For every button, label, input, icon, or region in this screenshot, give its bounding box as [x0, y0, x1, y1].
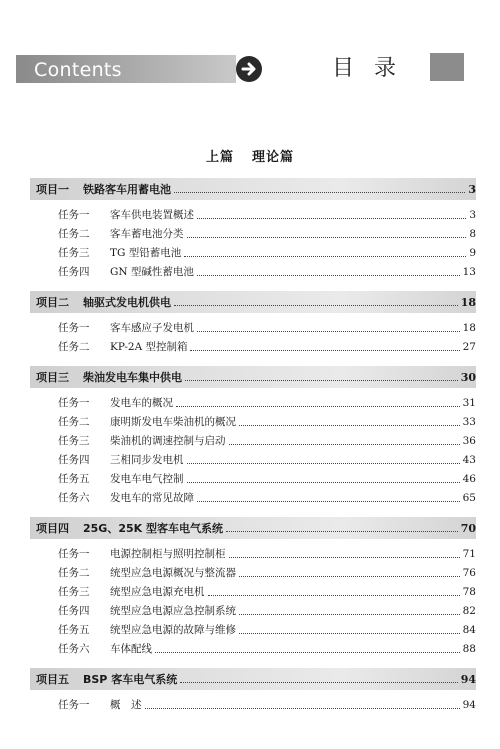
page-title: 目录	[332, 56, 417, 81]
dot-leader	[180, 681, 457, 683]
task-title: 电源控制柜与照明控制柜	[110, 548, 226, 560]
task-number: 任务四	[58, 454, 90, 466]
task-number: 任务二	[58, 341, 90, 353]
dot-leader	[190, 349, 459, 351]
task-number: 任务一	[58, 699, 90, 711]
page-number: 94	[460, 672, 476, 686]
project-title: 轴驱式发电机供电	[83, 296, 171, 309]
dot-leader	[187, 462, 460, 464]
task-list	[30, 539, 476, 662]
part-title: 理论篇	[252, 150, 295, 165]
project-number: 项目五	[36, 673, 69, 686]
task-title: 康明斯发电车柴油机的概况	[110, 416, 236, 428]
task-title: 发电车的概况	[110, 397, 173, 409]
task-title: 柴油机的调速控制与启动	[110, 435, 226, 447]
project-number: 项目三	[36, 371, 69, 384]
decorative-block	[430, 53, 464, 81]
toc-task-row[interactable]	[30, 620, 476, 639]
project-title: 25G、25K 型客车电气系统	[83, 522, 223, 535]
task-title: 统型应急电源概况与整流器	[110, 567, 236, 579]
dot-leader	[187, 236, 467, 238]
page-number: 78	[462, 585, 476, 598]
toc-task-row[interactable]	[30, 488, 476, 507]
toc-task-row[interactable]	[30, 639, 476, 658]
task-number: 任务五	[58, 473, 90, 485]
part-heading	[0, 146, 500, 165]
dot-leader	[229, 556, 460, 558]
task-number: 任务六	[58, 643, 90, 655]
dot-leader	[197, 274, 460, 276]
contents-label: Contents	[34, 59, 122, 81]
toc-task-row[interactable]	[30, 431, 476, 450]
toc-task-row[interactable]	[30, 262, 476, 281]
task-number: 任务五	[58, 624, 90, 636]
page-number: 70	[460, 521, 476, 535]
page-number: 27	[462, 340, 476, 353]
dot-leader	[239, 613, 460, 615]
arrow-right-circle-icon	[236, 56, 262, 82]
toc-task-row[interactable]	[30, 205, 476, 224]
task-title: KP-2A 型控制箱	[110, 341, 188, 353]
dot-leader	[239, 575, 460, 577]
toc-task-row[interactable]	[30, 224, 476, 243]
toc-task-row[interactable]	[30, 563, 476, 582]
page-number: 88	[462, 642, 476, 655]
task-number: 任务二	[58, 567, 90, 579]
dot-leader	[208, 594, 460, 596]
toc-task-row[interactable]	[30, 582, 476, 601]
toc-project-row[interactable]	[30, 178, 476, 200]
task-title: 三相同步发电机	[110, 454, 184, 466]
page-number: 94	[462, 698, 476, 711]
task-number: 任务一	[58, 397, 90, 409]
page-number: 9	[469, 246, 476, 259]
dot-leader	[174, 304, 458, 306]
dot-leader	[229, 443, 460, 445]
page-number: 71	[462, 547, 476, 560]
page-number: 36	[462, 434, 476, 447]
task-list	[30, 690, 476, 718]
task-title: TG 型铅蓄电池	[110, 247, 182, 259]
toc-project-row[interactable]	[30, 291, 476, 313]
page-number: 76	[462, 566, 476, 579]
page-number: 18	[460, 295, 476, 309]
toc-task-row[interactable]	[30, 318, 476, 337]
page-number: 65	[462, 491, 476, 504]
dot-leader	[155, 651, 460, 653]
task-number: 任务一	[58, 322, 90, 334]
project-number: 项目一	[36, 183, 69, 196]
dot-leader	[176, 405, 460, 407]
page-number: 31	[462, 396, 476, 409]
dot-leader	[184, 255, 466, 257]
task-number: 任务一	[58, 209, 90, 221]
task-list	[30, 388, 476, 511]
page-number: 30	[460, 370, 476, 384]
toc-project-row[interactable]	[30, 366, 476, 388]
project-number: 项目四	[36, 522, 69, 535]
toc-task-row[interactable]	[30, 544, 476, 563]
toc-project-row[interactable]	[30, 517, 476, 539]
task-title: 统型应急电源充电机	[110, 586, 205, 598]
toc-task-row[interactable]	[30, 243, 476, 262]
task-title: 发电车的常见故障	[110, 492, 194, 504]
toc-project-row[interactable]	[30, 668, 476, 690]
toc-task-row[interactable]	[30, 695, 476, 714]
toc-task-row[interactable]	[30, 601, 476, 620]
toc-task-row[interactable]	[30, 469, 476, 488]
toc-task-row[interactable]	[30, 450, 476, 469]
project-title: 柴油发电车集中供电	[83, 371, 182, 384]
project-title: BSP 客车电气系统	[83, 673, 178, 686]
dot-leader	[174, 191, 465, 193]
task-title: 车体配线	[110, 643, 152, 655]
task-number: 任务六	[58, 492, 90, 504]
task-number: 任务一	[58, 548, 90, 560]
dot-leader	[185, 379, 458, 381]
page-number: 43	[462, 453, 476, 466]
page-number: 82	[462, 604, 476, 617]
table-of-contents	[30, 178, 476, 718]
task-title: 概 述	[110, 699, 142, 711]
dot-leader	[145, 707, 460, 709]
page-number: 3	[469, 208, 476, 221]
task-number: 任务四	[58, 266, 90, 278]
page-number: 8	[469, 227, 476, 240]
dot-leader	[239, 632, 460, 634]
project-number: 项目二	[36, 296, 69, 309]
page-number: 18	[462, 321, 476, 334]
task-title: 发电车电气控制	[110, 473, 184, 485]
toc-task-row[interactable]	[30, 393, 476, 412]
dot-leader	[239, 424, 460, 426]
dot-leader	[197, 500, 460, 502]
task-list	[30, 200, 476, 285]
dot-leader	[197, 330, 460, 332]
toc-task-row[interactable]	[30, 412, 476, 431]
toc-task-row[interactable]	[30, 337, 476, 356]
dot-leader	[197, 217, 466, 219]
task-title: 客车感应子发电机	[110, 322, 194, 334]
task-title: 客车蓄电池分类	[110, 228, 184, 240]
task-list	[30, 313, 476, 360]
page-number: 84	[462, 623, 476, 636]
task-number: 任务二	[58, 228, 90, 240]
dot-leader	[226, 530, 458, 532]
task-number: 任务二	[58, 416, 90, 428]
task-title: 统型应急电源应急控制系统	[110, 605, 236, 617]
task-title: 统型应急电源的故障与维修	[110, 624, 236, 636]
task-title: GN 型碱性蓄电池	[110, 266, 194, 278]
task-number: 任务四	[58, 605, 90, 617]
task-number: 任务三	[58, 435, 90, 447]
page-number: 33	[462, 415, 476, 428]
dot-leader	[187, 481, 460, 483]
task-title: 客车供电装置概述	[110, 209, 194, 221]
part-label: 上篇	[205, 150, 234, 165]
page-number: 13	[462, 265, 476, 278]
page-number: 46	[462, 472, 476, 485]
task-number: 任务三	[58, 247, 90, 259]
task-number: 任务三	[58, 586, 90, 598]
page-number: 3	[468, 182, 476, 196]
project-title: 铁路客车用蓄电池	[83, 183, 171, 196]
